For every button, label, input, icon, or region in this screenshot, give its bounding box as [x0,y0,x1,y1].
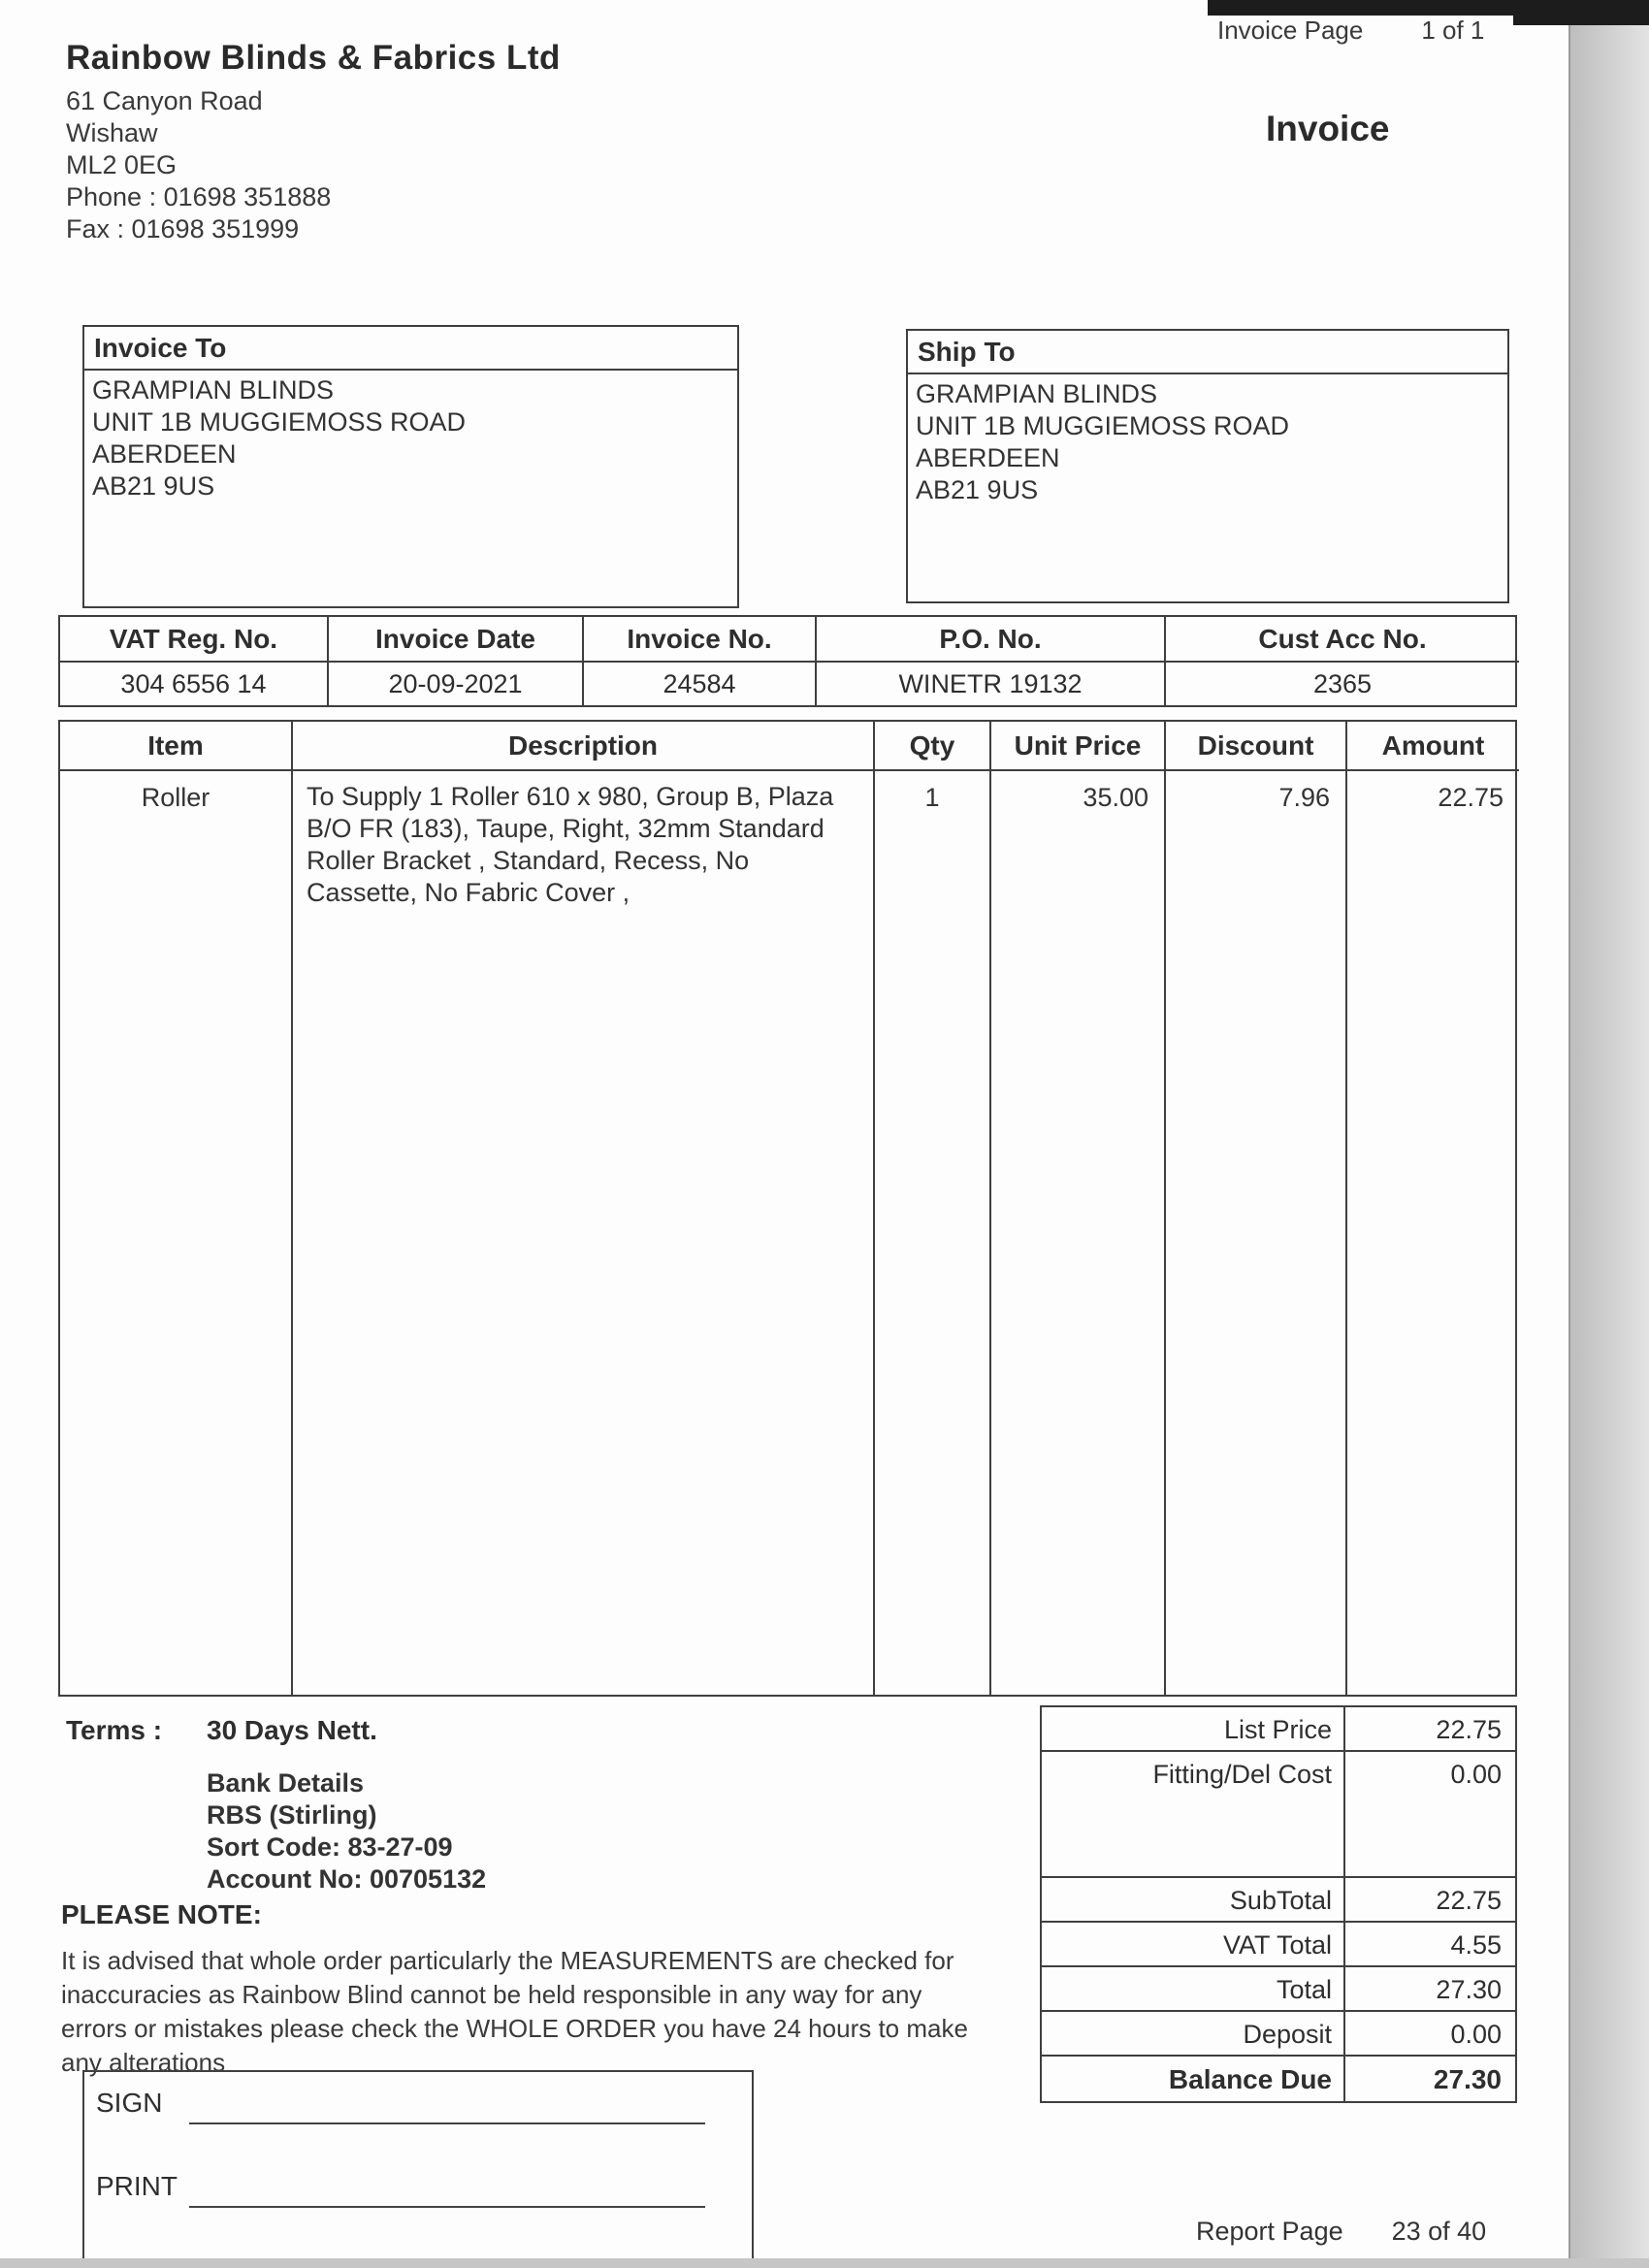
report-page-value: 23 of 40 [1391,2217,1487,2246]
info-value-vat: 304 6556 14 [60,663,329,705]
company-address-line: Wishaw [66,118,158,147]
report-page-label: Report Page [1196,2217,1343,2246]
info-header-number: Invoice No. [584,617,817,663]
ship-to-line: AB21 9US [916,475,1039,504]
ship-to-line: GRAMPIAN BLINDS [916,379,1158,408]
totals-row-vat [1042,1923,1515,1967]
items-header-discount: Discount [1166,722,1347,771]
totals-label: Balance Due [1042,2057,1345,2101]
items-header-unit-price: Unit Price [991,722,1166,771]
line-item-qty: 1 [875,771,991,1695]
totals-row-list-price [1042,1707,1515,1752]
scan-edge-bottom [0,2258,1649,2268]
items-header-qty: Qty [875,722,991,771]
line-item-name: Roller [60,771,293,1695]
totals-label: Total [1042,1967,1345,2010]
info-header-vat: VAT Reg. No. [60,617,329,663]
sign-line[interactable] [189,2122,705,2124]
info-header-custacc: Cust Acc No. [1166,617,1519,663]
company-block [66,39,561,245]
please-note-body: It is advised that whole order particularly the MEASUREMENTS are checked for inaccuracies as Rainbow Blind cannot be held responsible in any way for any errors or mistakes please check the WHOLE ORDER you have 24 hours to make any alterations [61,1946,968,2077]
scan-edge-right [1568,0,1649,2268]
bank-details-line: Sort Code: 83-27-09 [207,1832,453,1862]
invoice-to-line: GRAMPIAN BLINDS [92,375,335,405]
signature-box [82,2070,754,2262]
please-note-title: PLEASE NOTE: [61,1899,262,1929]
totals-value: 4.55 [1450,1930,1502,1960]
totals-label: Fitting/Del Cost [1042,1752,1345,1797]
invoice-to-address [84,371,737,506]
info-header-po: P.O. No. [817,617,1166,663]
totals-label: VAT Total [1042,1923,1345,1965]
info-header-date: Invoice Date [329,617,584,663]
totals-label: SubTotal [1042,1878,1345,1921]
totals-value: 27.30 [1436,1975,1502,2004]
totals-spacer [1042,1797,1515,1878]
company-name: Rainbow Blinds & Fabrics Ltd [66,39,561,77]
bank-details-line: RBS (Stirling) [207,1800,377,1830]
invoice-to-line: ABERDEEN [92,439,237,469]
totals-row-fitting [1042,1752,1515,1797]
terms-label: Terms : [66,1715,163,1745]
print-label: PRINT [96,2171,178,2201]
line-item-description: To Supply 1 Roller 610 x 980, Group B, Plaza B/O FR (183), Taupe, Right, 32mm Standard Roller Bracket , Standard, Recess, No Cassette, No Fabric Cover , [293,771,875,1695]
line-items-header-row [60,722,1515,771]
line-item-amount: 22.75 [1438,783,1504,812]
items-header-item: Item [60,722,293,771]
invoice-title: Invoice [1266,109,1390,148]
scan-edge-top-corner [1513,0,1649,25]
print-line[interactable] [189,2206,705,2208]
bank-details-title: Bank Details [207,1768,365,1798]
line-items-table [58,720,1517,1697]
company-address-line: Fax : 01698 351999 [66,214,300,243]
sign-label: SIGN [96,2088,163,2118]
totals-value: 0.00 [1450,1760,1502,1789]
bank-details-line: Account No: 00705132 [207,1864,487,1894]
invoice-to-header: Invoice To [84,327,737,371]
invoice-to-box [82,325,739,608]
totals-value: 0.00 [1450,2020,1502,2049]
ship-to-box [906,329,1509,603]
invoice-info-header-row [60,617,1515,663]
invoice-info-value-row [60,663,1515,705]
info-value-number: 24584 [584,663,817,705]
ship-to-header: Ship To [908,331,1507,374]
company-address-line: 61 Canyon Road [66,86,263,115]
totals-value: 22.75 [1436,1715,1502,1744]
totals-box [1040,1705,1517,2103]
page-indicator [1217,16,1484,46]
page-indicator-value: 1 of 1 [1421,16,1485,45]
terms-value: 30 Days Nett. [207,1715,377,1745]
company-address-line: ML2 0EG [66,150,178,179]
totals-value: 22.75 [1436,1886,1502,1915]
totals-value: 27.30 [1433,2064,1502,2094]
invoice-to-line: UNIT 1B MUGGIEMOSS ROAD [92,407,467,437]
ship-to-address [908,374,1507,510]
info-value-po: WINETR 19132 [817,663,1166,705]
items-header-amount: Amount [1347,722,1519,771]
info-value-custacc: 2365 [1312,669,1373,698]
report-page-footer [1196,2217,1486,2247]
page-indicator-label: Invoice Page [1217,16,1364,45]
totals-row-subtotal [1042,1878,1515,1923]
bank-details-block [207,1767,486,1895]
line-item-unit-price: 35.00 [991,771,1166,1695]
line-item-discount: 7.96 [1166,771,1347,1695]
totals-row-balance-due [1042,2057,1515,2101]
totals-row-deposit [1042,2012,1515,2057]
ship-to-line: UNIT 1B MUGGIEMOSS ROAD [916,411,1290,440]
items-header-description: Description [293,722,875,771]
invoice-info-table [58,615,1517,707]
line-item-row [60,771,1515,1695]
company-address [66,85,561,245]
ship-to-line: ABERDEEN [916,443,1060,472]
totals-label: Deposit [1042,2012,1345,2055]
info-value-date: 20-09-2021 [329,663,584,705]
company-address-line: Phone : 01698 351888 [66,182,332,211]
invoice-to-line: AB21 9US [92,471,215,501]
totals-row-total [1042,1967,1515,2012]
totals-label: List Price [1042,1707,1345,1750]
